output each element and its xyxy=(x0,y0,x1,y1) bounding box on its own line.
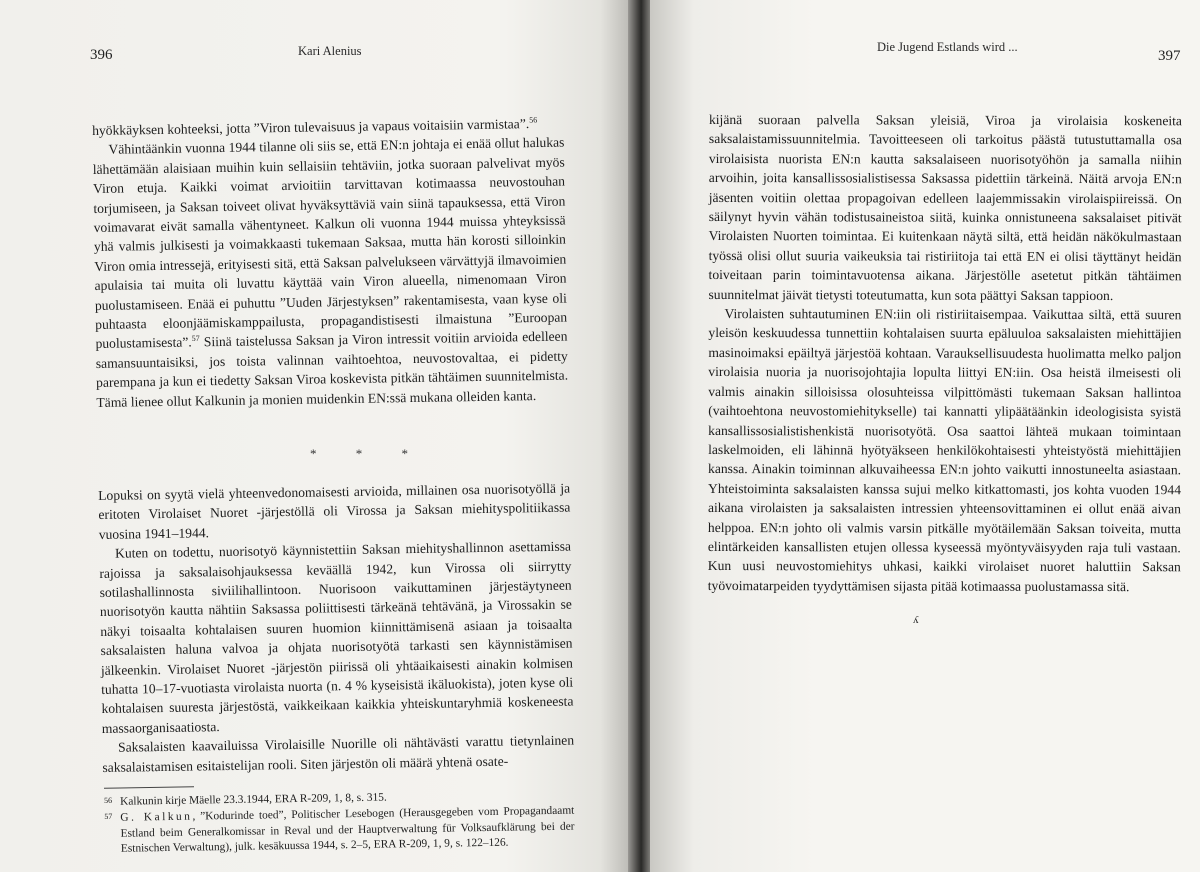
paragraph-text: Siinä taistelussa Saksan ja Viron intressit voitiin arvioida edelleen samansuuntaisiksi, jos toista valinnan vaihtoehtoa, neuvostovaltaa, ei pidetty parempana ja kun ei tiedetty Saksan Viroa koskevista pitkän tähtäimen suunnitelmista. Tämä lienee ollut Kalkunin ja monien muidenkin EN:ssä mukana olleiden kanta. xyxy=(95,329,569,410)
paragraph-text: Vähintäänkin vuonna 1944 tilanne oli siis se, että EN:n johtaja ei enää ollut halukas lähettämään alaisiaan muihin kuin sellaisiin tehtäviin, jotka suoraan palvelivat myös Viron etuja. Kaikki voimat arvioitiin tarvittavan kotimaassa neuvostouhan torjumiseen, ja Saksan toiveet olivat hyväksyttäviä vain siinä tapauksessa, että Viron voimavarat eivät samalla vähentyneet. Kalkun oli vuonna 1944 muissa yhteyksissä yhä valmis julkisesti ja voimakkaasti tukemaan Saksaa, mutta hän korosti silloinkin Viron omia intressejä, erityisesti sitä, että Saksan palvelukseen värvättyjä ilmavoimien apulaisia tai muita oli luvattu käyttää vain Viron alueella, nimenomaan Viron puolustamiseen. Enää ei puhuttu ”Uuden Järjestyksen” rakentamisesta, vaan kyse oli puhtaasta eloonjäämiskamppailusta, propagandistisesti ilmaistuna ”Euroopan puolustamisesta”. xyxy=(92,134,568,352)
right-page xyxy=(650,0,1200,872)
footnote-rule xyxy=(104,786,194,788)
paragraph: Lopuksi on syytä vielä yhteenvedonomaisesti arvioida, millainen osa nuorisotyöllä ja eritoten Virolaiset Nuoret -järjestöllä oli Virossa ja Saksan miehityspolitiikassa vuosina 1941–1944. xyxy=(98,480,571,542)
running-head-right: Die Jugend Estlands wird ... xyxy=(877,40,1018,54)
left-body-bottom xyxy=(98,479,575,777)
paragraph xyxy=(92,133,568,412)
right-body xyxy=(708,110,1182,596)
footnote-text: , ”Kodurinde toed”, Politischer Lesebogen (Herausgegeben vom Propagandaamt Estland beim Generalkomissar in Reval und der Hauptverwaltung für Volksaufklärung bei der Estnischen Verwaltung), julk. kesäkuussa 1944, s. 2–5, ERA R-209, 1, 9, s. 122–126. xyxy=(120,804,575,855)
footnote-number: 57 xyxy=(104,812,113,822)
footnote-number: 56 xyxy=(104,795,113,805)
section-separator: * * * xyxy=(310,446,426,461)
footnote-author: G. Kalkun xyxy=(120,810,193,825)
paragraph: Kuten on todettu, nuorisotyö käynnistettiin Saksan miehityshallinnon asettamissa rajoissa ja saksalaisohjauksessa keväällä 1942, kun Virossa oli siirrytty sotilashallinnosta siviilihallintoon. Nuorisoon vaikuttaminen järjestäytyneen nuorisotyön kautta nähtiin Saksassa poliittisesti tärkeänä tehtävänä, ja Virossakin se näkyi toisaalta kohtalaisen suuren huomion kiinnittämisenä asiaan ja toisaalta saksalaisten haluna valvoa ja ohjata nuorisotyötä tarkasti sen käynnistämisen jälkeenkin. Virolaiset Nuoret -järjestön piirissä oli yhtäaikaisesti ainakin kolmisen tuhatta 10–17-vuotiasta virolaista nuorta (n. 4 % kyseisistä ikäluokista), joten kyse oli kohtalaisen suuresta järjestöstä, vaikkeikaan kaikkia yhteiskuntaryhmiä koskeneesta massaorganisaatiosta. xyxy=(99,538,574,736)
footnote-ref: 57 xyxy=(191,334,200,344)
page-number-right: 397 xyxy=(1158,48,1181,64)
pencil-mark: ʎ xyxy=(913,614,919,626)
running-head-left: Kari Alenius xyxy=(298,44,362,58)
paragraph: Virolaisten suhtautuminen EN:iin oli ristiriitaisempaa. Vaikuttaa siltä, että suuren yleisön keskuudessa tunnettiin kohtalaisen suurta epäluuloa saksalaisten miehittäjien masinoimaksi epäiltyä järjestöä kohtaan. Varauksellisuudesta huolimatta melko paljon virolaisia nuoria ja nuorisojohtajia lopulta liittyi EN:iin. Osa heistä ilmeisesti oli valmis ainakin silloisissa olosuhteissa vilpittömästi tukemaan Saksan hallintoa (vaihtoehtona neuvostomiehitykselle) tai kannatti ylipäätäänkin ideologisista syistä kansallissosialistishenkistä nuorisotyötä. Osa saattoi lähteä mukaan toimintaan laskelmoiden, eli lähinnä hyötyäkseen henkilökohtaisesti yhteistyöstä miehittäjien kanssa. Ainakin toiminnan alkuvaiheessa EN:n johto vaikutti innostuneelta asiastaan. Yhteistoiminta saksalaisten kanssa sujui melko kitkattomasti, jos kohta vuoden 1944 aikana virolaisten ja saksalaisten intressien yhteensovittaminen ei ollut enää aivan helppoa. EN:n johto oli valmis varsin pitkälle myötäilemään Saksan toiveita, mutta elintärkeiden kansallisten etujen ollessa kyseessä myöntyväisyyden raja tuli vastaan. Kun uusi neuvostomiehitys uhkasi, kaikki virolaiset nuoret haluttiin Saksan työvoimatarpeiden tyydyttämisen sijasta pitää kotimaassa puolustamassa sitä. xyxy=(707,306,1182,594)
paragraph: Saksalaisten kaavailuissa Virolaisille Nuorille oli nähtävästi varattu tietynlainen saksalaistamisen esitaistelijan rooli. Siten järjestön oli määrä yhtenä osate- xyxy=(102,732,575,775)
paragraph: kijänä suoraan palvella Saksan yleisiä, Viroa ja virolaisia koskeneita saksalaistamissuunnitelmia. Tavoitteeseen oli tarkoitus päästä tutustuttamalla osa virolaisista nuorista EN:n kautta saksalaiseen nuorisotyöhön ja samalla niihin arvoihin, joita kansallissosialistisessa Saksassa pidettiin tärkeinä. Näitä arvoja EN:n jäsenten voitiin olettaa propagoivan edelleen laajemmissakin virolaispiireissä. On säilynyt hyvin vähän todistusaineistoa siitä, kuinka onnistuneena saksalaiset pitivät Virolaisten Nuorten toimintaa. Ei kuitenkaan näytä siltä, että heidän näkökulmastaan työssä olisi ollut suuria vaikeuksia tai ristiriitoja tai että EN ei olisi täyttänyt heidän toiveitaan parin toimintavuotensa aikana. Järjestölle asetetut pitkän tähtäimen suunnitelmat jäivät tietysti toteutumatta, kun sota päättyi Saksan tappioon. xyxy=(708,111,1182,303)
left-body-top xyxy=(92,114,569,412)
paragraph-text: hyökkäyksen kohteeksi, jotta ”Viron tulevaisuus ja vapaus voitaisiin varmistaa”. xyxy=(92,116,530,138)
book-gutter xyxy=(628,0,652,872)
footnote xyxy=(104,804,575,857)
footnote-text: Kalkunin kirje Mäelle 23.3.1944, ERA R-209, 1, 8, s. 315. xyxy=(120,791,387,808)
page-number-left: 396 xyxy=(90,47,113,63)
footnotes xyxy=(104,788,575,859)
footnote-ref: 56 xyxy=(529,115,538,125)
